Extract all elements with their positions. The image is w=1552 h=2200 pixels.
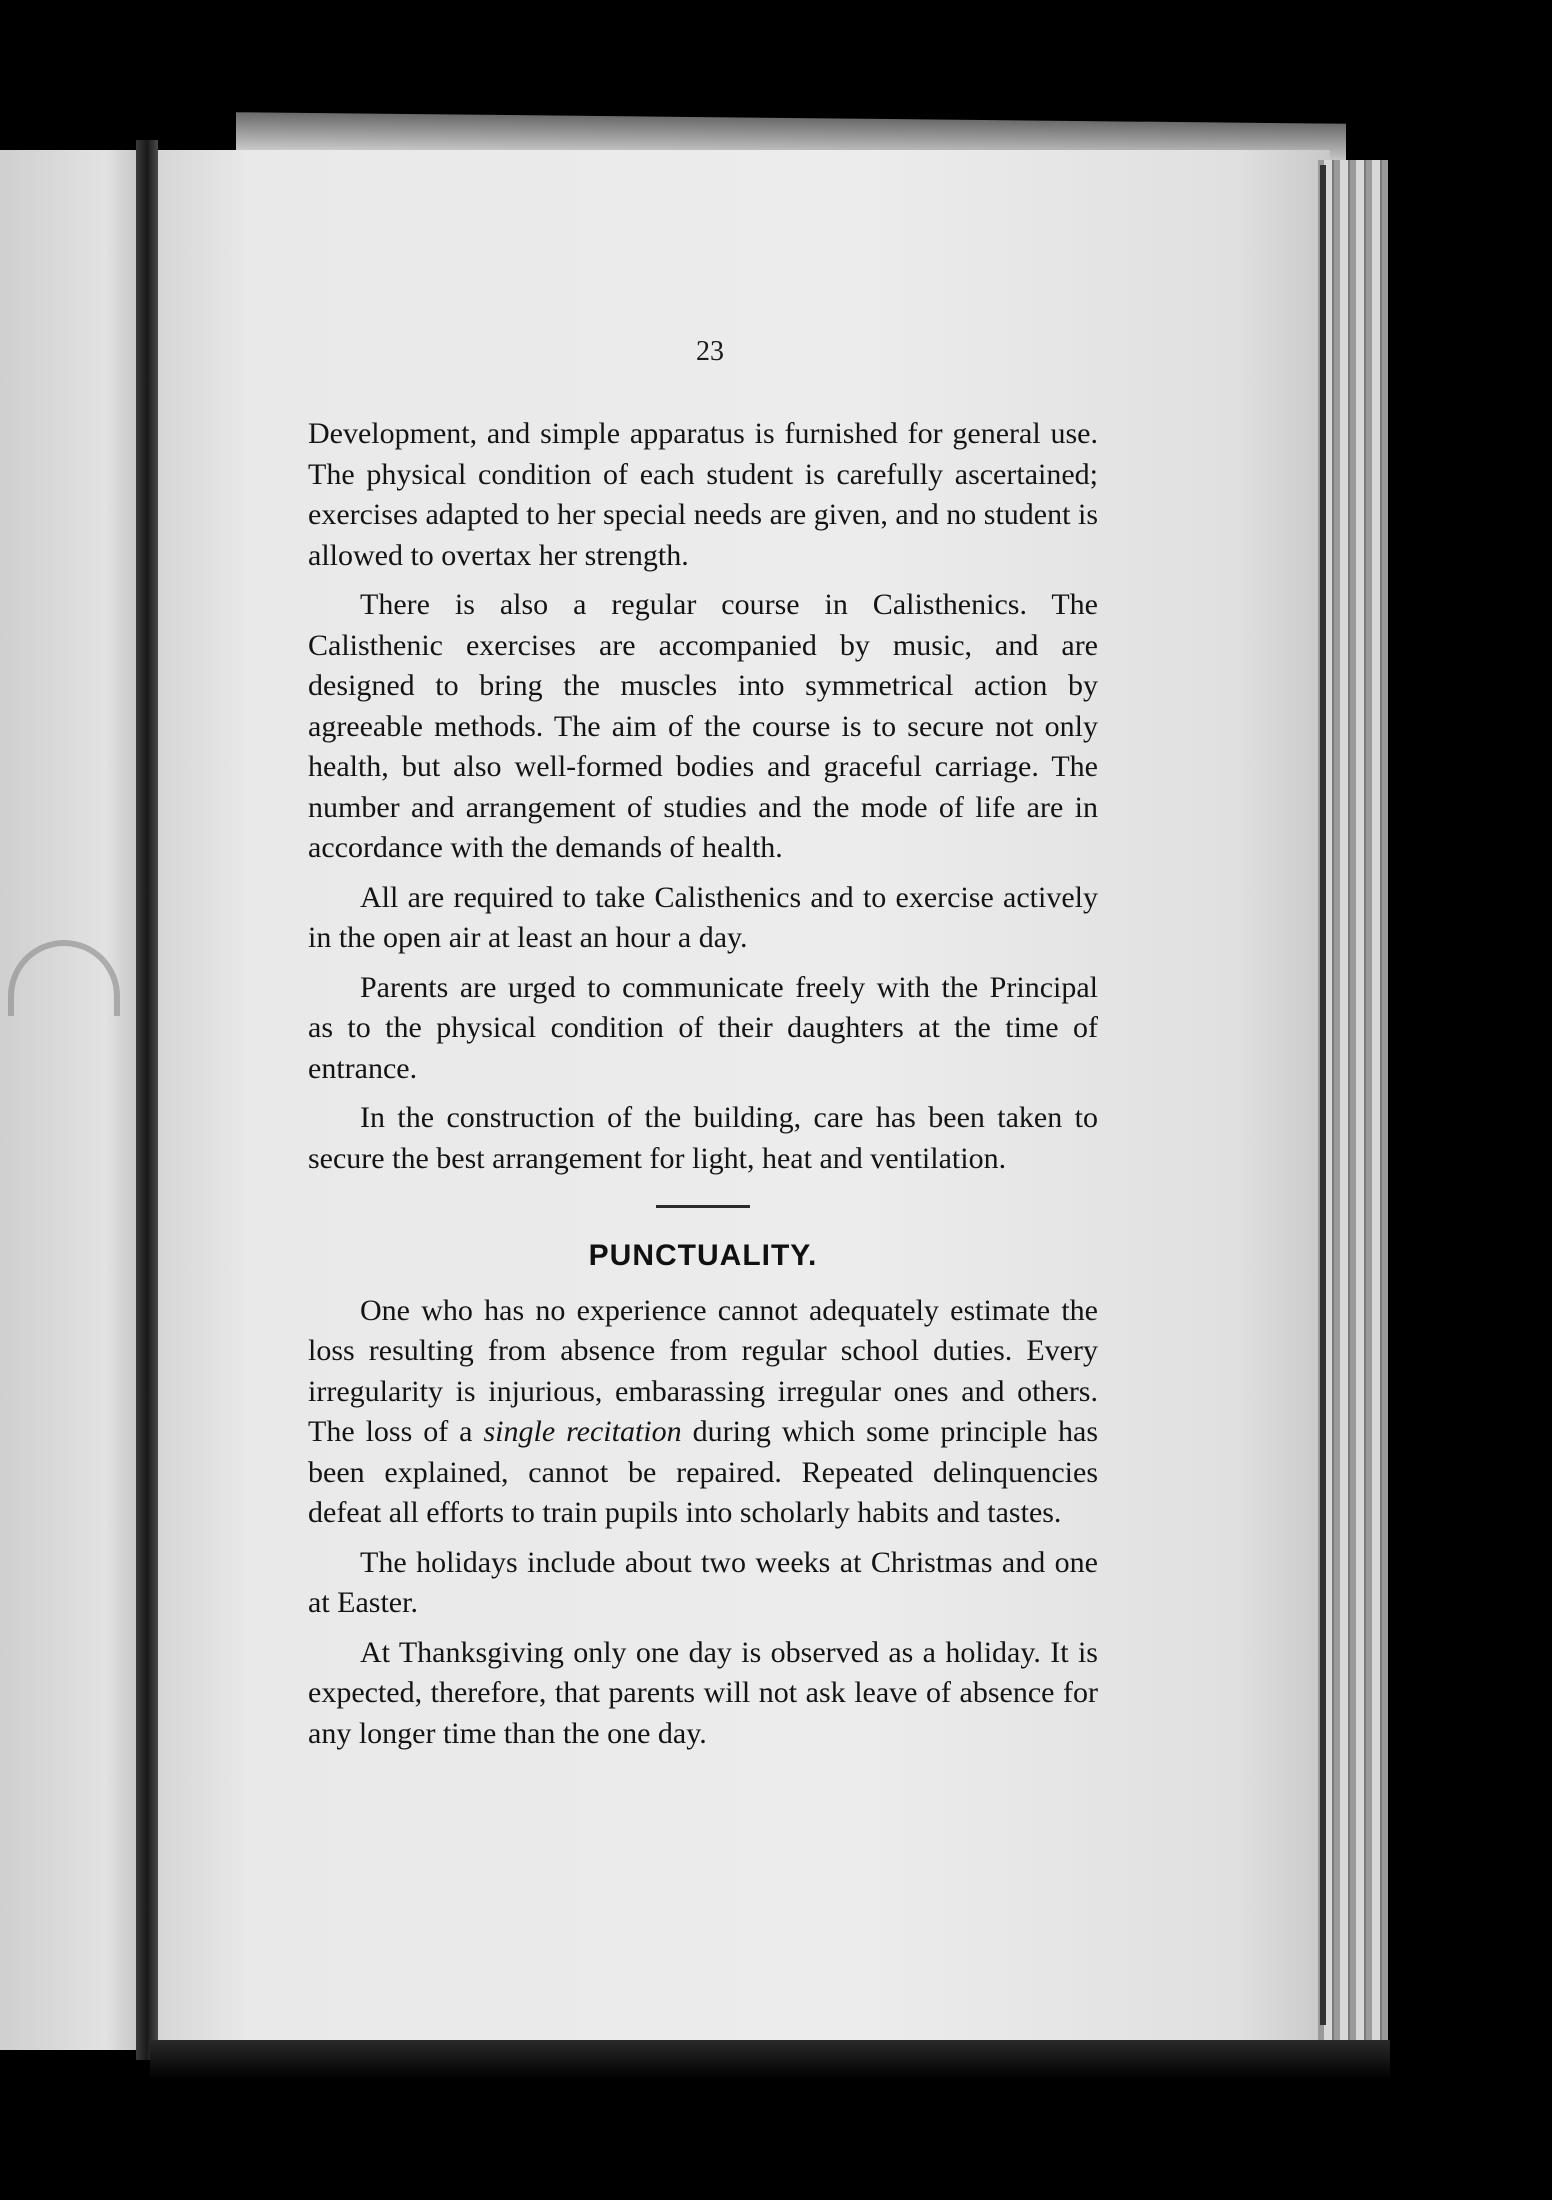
page-number: 23	[696, 336, 724, 367]
paragraph	[308, 1291, 1098, 1534]
text-run: during which some principle has been explained, cannot be repaired. Repeated delinquencies defeat all efforts to train pupils into scholarly habits and tastes.	[308, 1415, 1098, 1529]
italic-text: single recitation	[483, 1415, 682, 1448]
page-stack-edges	[1318, 160, 1388, 2040]
paragraph: The holidays include about two weeks at Christmas and one at Easter.	[308, 1545, 1098, 1619]
paragraph: In the construction of the building, care has been taken to secure the best arrangement for light, heat and ventilation.	[308, 1101, 1098, 1175]
page-border-rule	[1320, 165, 1326, 2025]
paragraph: Parents are urged to communicate freely with the Principal as to the physical condition of their daughters at the time of entrance.	[308, 970, 1098, 1085]
paragraph: There is also a regular course in Calisthenics. The Calisthenic exercises are accompanied by music, and are designed to bring the muscles into symmetrical action by agreeable methods. The aim of the course is to secure not only health, but also well-formed bodies and graceful carriage. The number and arrangement of studies and the mode of life are in accordance with the demands of health.	[308, 588, 1098, 864]
book-gutter	[136, 140, 158, 2060]
paragraph: Development, and simple apparatus is furnished for general use. The physical condition of each student is carefully ascertained; exercises adapted to her special needs are given, and no student is allowed to overtax her strength.	[308, 417, 1098, 572]
page-text	[308, 330, 1098, 1763]
bottom-shadow	[150, 2040, 1390, 2080]
text-run: One who has no experience cannot adequately estimate the loss resulting from absence from regular school duties. Every irregularity is injurious, embarassing irregular ones and others. The loss of a	[308, 1293, 1098, 1448]
facing-page-mark	[8, 940, 120, 1016]
facing-page-edge	[0, 150, 150, 2050]
section-divider	[656, 1205, 750, 1208]
paragraph: All are required to take Calisthenics and to exercise actively in the open air at least an hour a day.	[308, 880, 1098, 954]
section-heading: PUNCTUALITY.	[588, 1239, 818, 1272]
paragraph: At Thanksgiving only one day is observed as a holiday. It is expected, therefore, that parents will not ask leave of absence for any longer time than the one day.	[308, 1635, 1098, 1750]
